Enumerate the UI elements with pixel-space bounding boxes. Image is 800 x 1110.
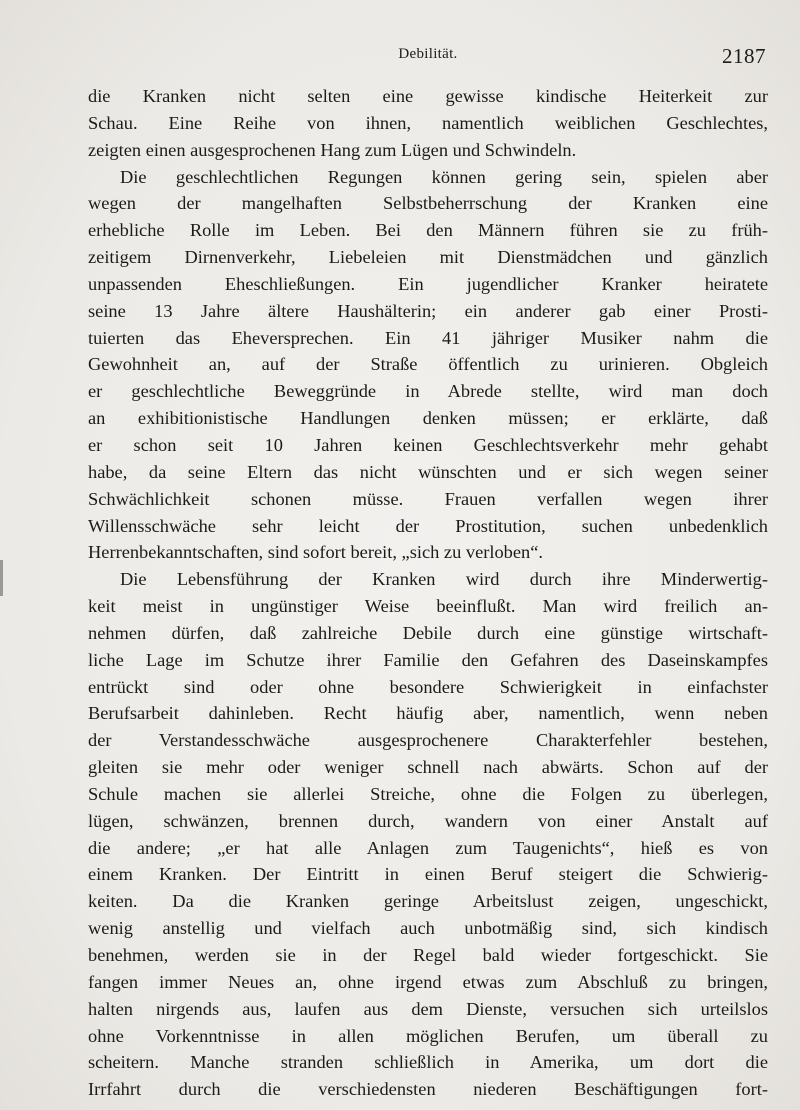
page-number: 2187: [722, 44, 766, 68]
text-line: er geschlechtliche Beweggründe in Abrede stellte, wird man doch: [88, 381, 768, 402]
text-line: zeigten einen ausgesprochenen Hang zum Lügen und Schwindeln.: [88, 139, 577, 160]
text-line: einem Kranken. Der Eintritt in einen Beruf steigert die Schwierig-: [88, 864, 768, 885]
text-line: scheitern. Manche stranden schließlich in Amerika, um dort die: [88, 1052, 768, 1073]
text-line: seine 13 Jahre ältere Haushälterin; ein anderer gab einer Prosti-: [88, 300, 768, 321]
text-line: Schwächlichkeit schonen müsse. Frauen verfallen wegen ihrer: [88, 488, 768, 509]
text-line: liche Lage im Schutze ihrer Familie den Gefahren des Daseinskampfes: [88, 649, 768, 670]
text-line: lügen, schwänzen, brennen durch, wandern von einer Anstalt auf: [88, 810, 768, 831]
text-line: ohne Vorkenntnisse in allen möglichen Berufen, um überall zu: [88, 1025, 768, 1046]
text-line: nehmen dürfen, daß zahlreiche Debile durch eine günstige wirtschaft-: [88, 622, 768, 643]
text-line: die andere; „er hat alle Anlagen zum Taugenichts“, hieß es von: [88, 837, 768, 858]
text-line: erhebliche Rolle im Leben. Bei den Männern führen sie zu früh-: [88, 220, 768, 241]
binding-edge-mark: [0, 560, 3, 596]
text-line: Die Lebensführung der Kranken wird durch ihre Minderwertig-: [120, 569, 768, 590]
text-line: Herrenbekanntschaften, sind sofort bereit, „sich zu verloben“.: [88, 542, 543, 563]
text-line: entrückt sind oder ohne besondere Schwierigkeit in einfachster: [88, 676, 768, 697]
page-header: [88, 40, 768, 80]
text-line: zeitigem Dirnenverkehr, Liebeleien mit Dienstmädchen und gänzlich: [88, 247, 768, 268]
text-line: wenig anstellig und vielfach auch unbotmäßig sind, sich kindisch: [88, 918, 768, 939]
text-line: unpassenden Eheschließungen. Ein jugendlicher Kranker heiratete: [88, 273, 768, 294]
text-line: benehmen, werden sie in der Regel bald wieder fortgeschickt. Sie: [88, 945, 768, 965]
text-line: Irrfahrt durch die verschiedensten niederen Beschäftigungen fort-: [88, 1079, 768, 1100]
text-line: Berufsarbeit dahinleben. Recht häufig aber, namentlich, wenn neben: [88, 703, 768, 724]
text-line: fangen immer Neues an, ohne irgend etwas zum Abschluß zu bringen,: [88, 971, 768, 992]
text-line: habe, da seine Eltern das nicht wünschten und er sich wegen seiner: [88, 461, 768, 482]
text-line: Schule machen sie allerlei Streiche, ohne die Folgen zu überlegen,: [88, 783, 768, 804]
text-line: an exhibitionistische Handlungen denken müssen; er erklärte, daß: [88, 408, 768, 429]
text-line: der Verstandesschwäche ausgesprochenere Charakterfehler bestehen,: [88, 730, 768, 751]
text-line: Schau. Eine Reihe von ihnen, namentlich weiblichen Geschlechtes,: [88, 112, 768, 133]
text-line: Willensschwäche sehr leicht der Prostitution, suchen unbedenklich: [88, 515, 768, 536]
body-text: [88, 83, 768, 1103]
text-line: keiten. Da die Kranken geringe Arbeitslust zeigen, ungeschickt,: [88, 891, 768, 912]
text-line: er schon seit 10 Jahren keinen Geschlechtsverkehr mehr gehabt: [88, 434, 768, 455]
running-title: Debilität.: [398, 46, 458, 62]
text-line: Die geschlechtlichen Regungen können gering sein, spielen aber: [120, 166, 768, 187]
text-line: wegen der mangelhaften Selbstbeherrschung der Kranken eine: [88, 193, 768, 214]
text-line: gleiten sie mehr oder weniger schnell nach abwärts. Schon auf der: [88, 757, 768, 778]
text-line: halten nirgends aus, laufen aus dem Dienste, versuchen sich urteilslos: [88, 998, 768, 1019]
text-line: Gewohnheit an, auf der Straße öffentlich zu urinieren. Obgleich: [88, 354, 768, 375]
text-line: tuierten das Eheversprechen. Ein 41 jähriger Musiker nahm die: [88, 327, 768, 348]
text-line: keit meist in ungünstiger Weise beeinflußt. Man wird freilich an-: [88, 596, 768, 617]
text-line: die Kranken nicht selten eine gewisse kindische Heiterkeit zur: [88, 86, 768, 106]
